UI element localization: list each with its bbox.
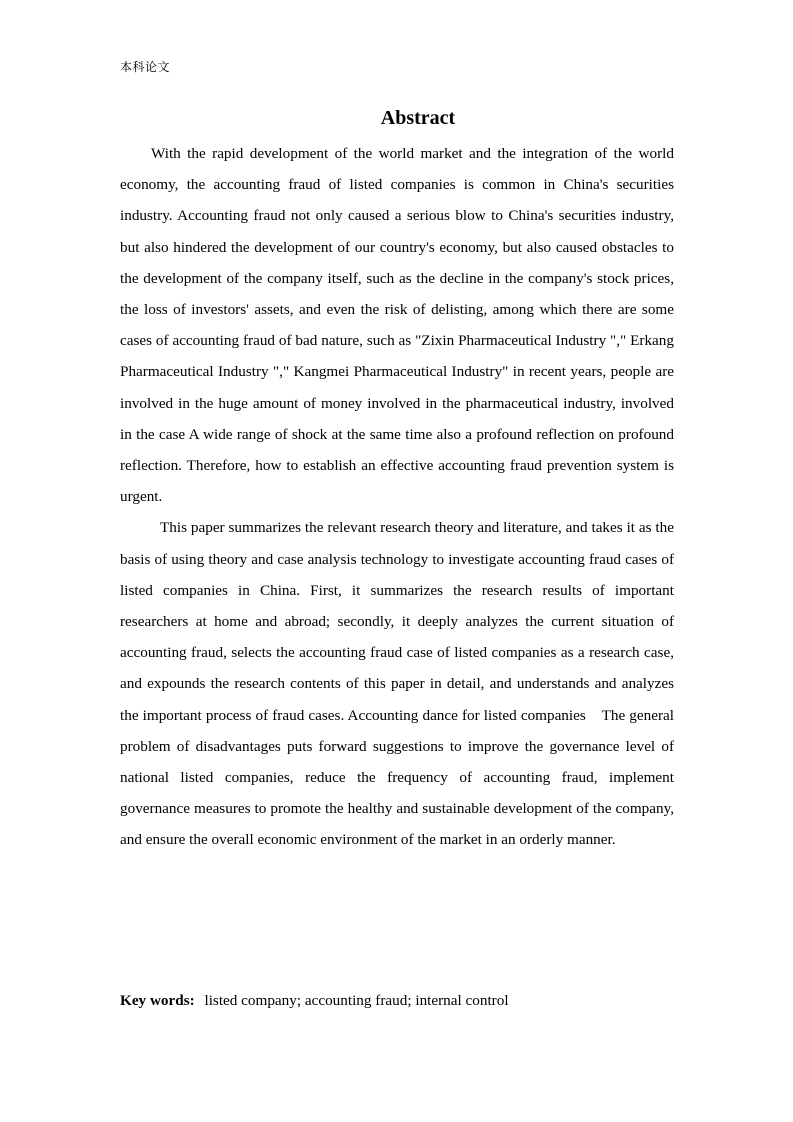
abstract-paragraph-1: With the rapid development of the world market and the integration of the world economy, the accounting fraud of listed companies is common in China's securities industry. Accounting fraud not only caused a serious blow to China's securities industry, but also hindered the development of our country's economy, but also caused obstacles to the development of the company itself, such as the decline in the company's stock prices, the loss of investors' assets, and even the risk of delisting, among which there are some cases of accounting fraud of bad nature, such as "Zixin Pharmaceutical Industry "," Erkang Pharmaceutical Industry "," Kangmei Pharmaceutical Industry" in recent years, people are involved in the huge amount of money involved in the pharmaceutical industry, involved in the case A wide range of shock at the same time also a profound reflection on profound reflection. Therefore, how to establish an effective accounting fraud prevention system is urgent. (120, 145, 674, 506)
keywords-value: listed company; accounting fraud; internal control (204, 992, 509, 1009)
keywords-label: Key words: (120, 992, 195, 1009)
running-header: 本科论文 (120, 60, 171, 74)
keywords-line (120, 987, 509, 1015)
abstract-body (120, 138, 674, 856)
abstract-title: Abstract (380, 107, 456, 129)
abstract-paragraph-2: This paper summarizes the relevant research theory and literature, and takes it as the basis of using theory and case analysis technology to investigate accounting fraud cases of listed companies in China. First, it summarizes the research results of important researchers at home and abroad; secondly, it deeply analyzes the current situation of accounting fraud, selects the accounting fraud case of listed companies as a research case, and expounds the research contents of this paper in detail, and understands and analyzes the important process of fraud cases. Accounting dance for listed companies The general problem of disadvantages puts forward suggestions to improve the governance level of national listed companies, reduce the frequency of accounting fraud, implement governance measures to promote the healthy and sustainable development of the company, and ensure the overall economic environment of the market in an orderly manner. (120, 519, 674, 849)
